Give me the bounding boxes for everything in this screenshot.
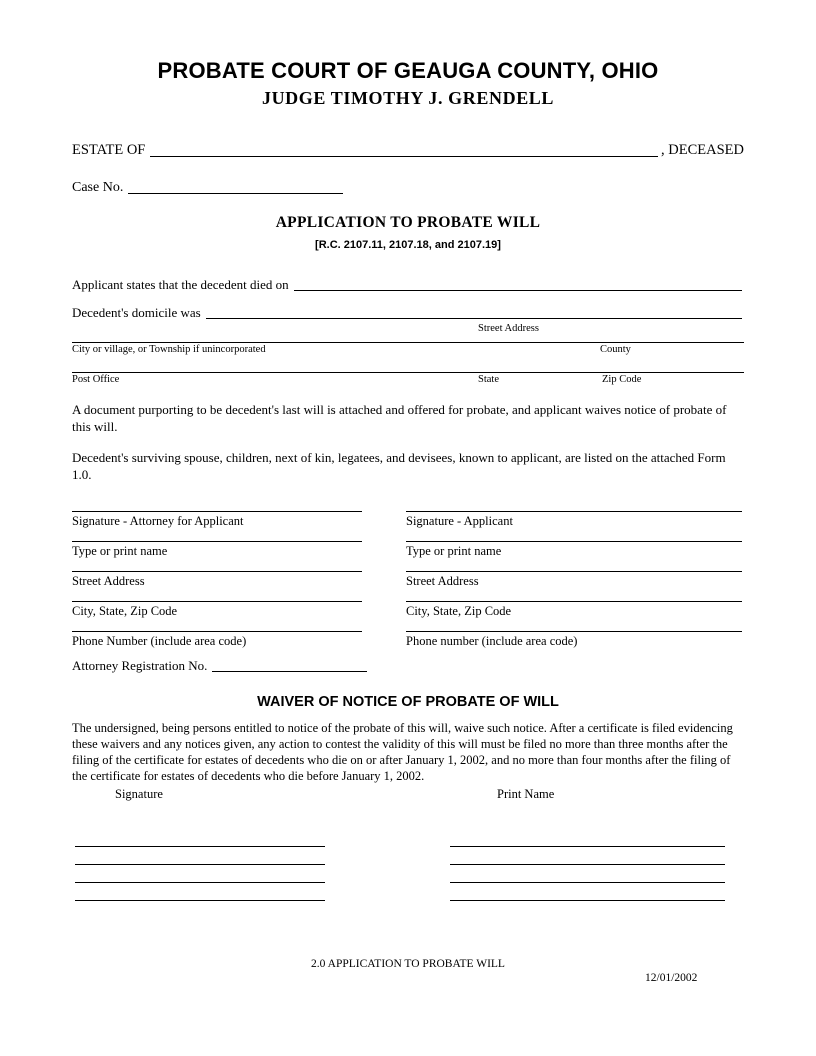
signature-field: [72, 596, 362, 619]
waiver-signature-rows: [72, 829, 744, 901]
signature-field: [72, 626, 362, 649]
signature-field: [406, 626, 742, 649]
court-title: PROBATE COURT OF GEAUGA COUNTY, OHIO: [157, 58, 659, 83]
signature-field-label: Signature - Attorney for Applicant: [72, 513, 244, 528]
signature-field: [406, 536, 742, 559]
died-on-label: Applicant states that the decedent died on: [72, 276, 289, 292]
estate-name-line[interactable]: [150, 141, 658, 157]
waiver-print-name-column-label: Print Name: [497, 786, 555, 801]
signature-field-label: Street Address: [406, 573, 479, 588]
signature-field: [406, 596, 742, 619]
signature-field: [406, 506, 742, 529]
signature-field: [406, 566, 742, 589]
died-on-row: [72, 277, 744, 293]
footer-form-number: 2.0 APPLICATION TO PROBATE WILL: [311, 958, 505, 970]
estate-of-row: [72, 141, 744, 159]
died-on-line[interactable]: [294, 277, 742, 291]
domicile-label: Decedent's domicile was: [72, 304, 201, 320]
waiver-body: The undersigned, being persons entitled to notice of the probate of this will, waive such notice. After a certificate is filed evidencing these waivers and any notices given, any action to contest the validity of this will must be filed no more than three months after the filing of the certificate for estates of decedents who die on or after January 1, 2002, and no more than four months after the filing of the certificate for estates of decedents who die before January 1, 2002.: [72, 720, 733, 784]
paragraph-surviving-kin: Decedent's surviving spouse, children, next of kin, legatees, and devisees, known to applicant, are listed on the attached Form 1.0.: [72, 449, 726, 483]
attorney-registration-row: [72, 658, 744, 674]
zip-code-label: Zip Code: [602, 373, 642, 385]
signature-field-label: City, State, Zip Code: [406, 603, 512, 618]
waiver-signature-line[interactable]: [75, 899, 325, 901]
form-title: APPLICATION TO PROBATE WILL: [275, 213, 541, 231]
waiver-column-headers: [72, 787, 744, 803]
signature-field: [72, 506, 362, 529]
signature-field: [72, 536, 362, 559]
waiver-row: [72, 829, 744, 847]
case-no-line[interactable]: [128, 179, 343, 194]
city-county-labels: [72, 344, 744, 358]
domicile-line[interactable]: [206, 305, 742, 319]
county-label: County: [600, 343, 631, 355]
case-no-label: Case No.: [72, 179, 124, 195]
court-header: [72, 58, 744, 109]
post-office-state-zip-labels: [72, 374, 744, 388]
signature-columns: [72, 506, 744, 656]
waiver-row: [72, 847, 744, 865]
signature-field-label: City, State, Zip Code: [72, 603, 178, 618]
signature-field-label: Phone Number (include area code): [72, 633, 247, 648]
signature-field-label: Street Address: [72, 573, 145, 588]
attorney-signature-column: [72, 506, 362, 656]
signature-field-label: Type or print name: [72, 543, 168, 558]
city-village-label: City or village, or Township if unincorporated: [72, 343, 266, 355]
deceased-label: , DECEASED: [661, 141, 744, 158]
signature-field-label: Signature - Applicant: [406, 513, 513, 528]
signature-field-label: Phone number (include area code): [406, 633, 578, 648]
form-citation: [R.C. 2107.11, 2107.18, and 2107.19]: [315, 238, 501, 251]
street-address-label: Street Address: [478, 322, 539, 334]
attorney-registration-label: Attorney Registration No.: [72, 657, 208, 673]
signature-field-label: Type or print name: [406, 543, 502, 558]
domicile-row: [72, 305, 744, 321]
case-no-row: [72, 179, 744, 196]
waiver-row: [72, 865, 744, 883]
paragraph-attached-will: A document purporting to be decedent's last will is attached and offered for probate, and applicant waives notice of probate of this will.: [72, 401, 727, 435]
post-office-state-zip-line[interactable]: [72, 372, 744, 373]
applicant-signature-column: [406, 506, 742, 656]
signature-field: [72, 566, 362, 589]
waiver-print-name-line[interactable]: [450, 899, 725, 901]
judge-name: JUDGE TIMOTHY J. GRENDELL: [261, 88, 555, 108]
waiver-title: WAIVER OF NOTICE OF PROBATE OF WILL: [257, 693, 559, 710]
waiver-signature-column-label: Signature: [115, 786, 163, 801]
attorney-registration-line[interactable]: [212, 658, 367, 672]
post-office-label: Post Office: [72, 373, 120, 385]
estate-of-label: ESTATE OF: [72, 141, 146, 158]
waiver-row: [72, 883, 744, 901]
footer-date: 12/01/2002: [645, 972, 698, 984]
state-label: State: [478, 373, 499, 385]
city-county-line[interactable]: [72, 342, 744, 343]
